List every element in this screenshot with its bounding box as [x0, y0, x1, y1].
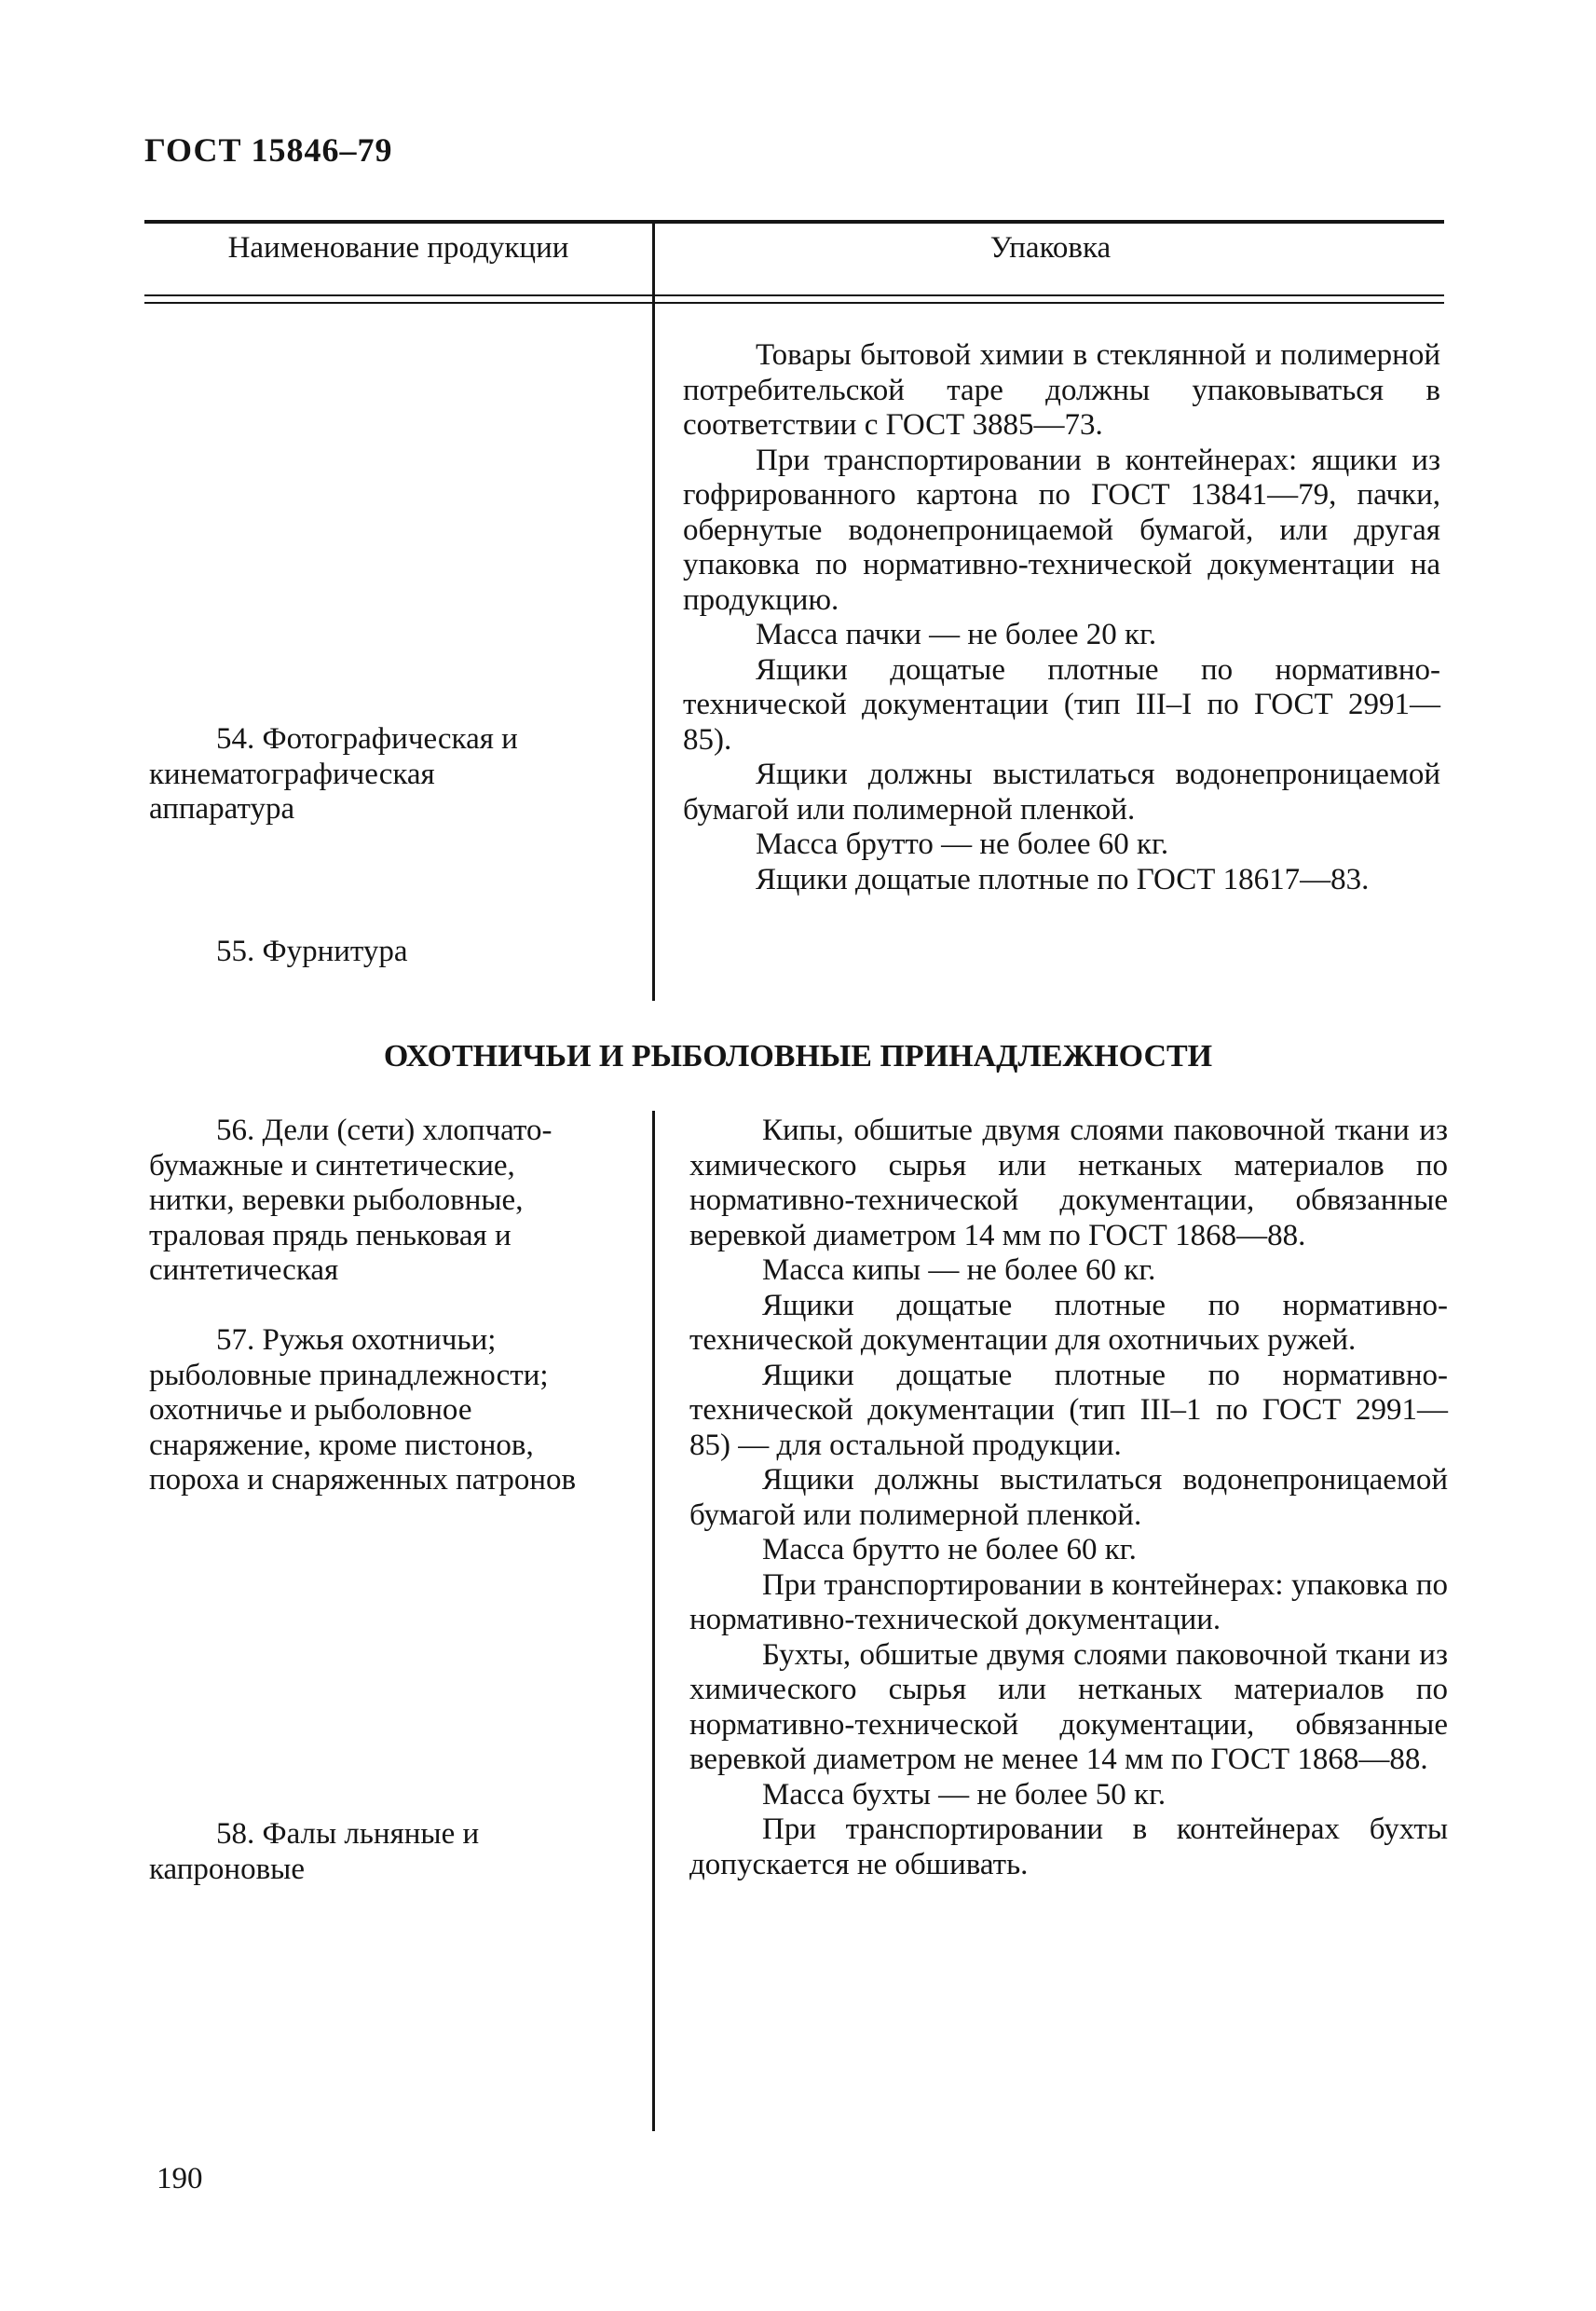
header-divider-rule-1 [144, 294, 1444, 296]
header-divider-rule-2 [144, 302, 1444, 304]
section-heading: ОХОТНИЧЬИ И РЫБОЛОВНЫЕ ПРИНАДЛЕЖНОСТИ [383, 1039, 1213, 1073]
packing-paragraph: При транспортировании в контейнерах: ящики из гофрированного картона по ГОСТ 13841—79, пачки, обернутые водонепроницаемой бумагой, или другая упаковка по нормативно-технической документации на продукцию. [683, 443, 1440, 617]
upper-column-divider [652, 220, 655, 1001]
packing-paragraph: Ящики дощатые плотные по нормативно-технической документации (тип III–I по ГОСТ 2991—85). [683, 652, 1440, 757]
table-top-rule [144, 220, 1444, 224]
packing-paragraph: Ящики дощатые плотные по нормативно-технической документации для охотничьих ружей. [689, 1288, 1448, 1357]
lower-packing-cell [689, 1114, 1448, 1882]
packing-paragraph: Товары бытовой химии в стеклянной и полимерной потребительской таре должны упаковываться в соответствии с ГОСТ 3885—73. [683, 338, 1440, 442]
packing-paragraph: Масса брутто не более 60 кг. [762, 1533, 1137, 1566]
packing-paragraph: Масса бухты — не более 50 кг. [762, 1777, 1166, 1812]
packing-paragraph: Ящики дощатые плотные по ГОСТ 18617—83. [756, 862, 1370, 896]
packing-paragraph: При транспортировании в контейнерах: упаковка по нормативно-технической документации. [689, 1567, 1448, 1636]
packing-paragraph: Ящики должны выстилаться водонепроницаемой бумагой или полимерной пленкой. [689, 1463, 1448, 1532]
product-item-55: 55. Фурнитура [216, 935, 408, 968]
product-item-57: 57. Ружья охотничьи; рыболовные принадлежности; охотничье и рыболовное снаряжение, кроме пистонов, пороха и снаряженных патронов [149, 1323, 577, 1497]
packing-paragraph: Бухты, обшитые двумя слоями паковочной ткани из химического сырья или нетканых материалов по нормативно-технической документации, обвязанные веревкой диаметром не менее 14 мм по ГОСТ 1868—88. [689, 1637, 1448, 1776]
page-number: 190 [157, 2162, 203, 2195]
packing-paragraph: Масса кипы — не более 60 кг. [762, 1253, 1156, 1287]
packing-paragraph: Масса брутто — не более 60 кг. [756, 827, 1169, 861]
packing-paragraph: Ящики должны выстилаться водонепроницаемой бумагой или полимерной пленкой. [683, 758, 1440, 827]
product-item-58: 58. Фалы льняные и капроновые [149, 1817, 480, 1886]
packing-paragraph: Ящики дощатые плотные по нормативно-технической документации (тип III–1 по ГОСТ 2991—85) — для остальной продукции. [689, 1358, 1448, 1462]
column-header-product-name: Наименование продукции [227, 231, 569, 265]
lower-column-divider [652, 1111, 655, 2131]
product-item-54: 54. Фотографическая и кинематографическая аппаратура [149, 722, 518, 826]
upper-packing-cell [683, 338, 1440, 897]
packing-paragraph: Масса пачки — не более 20 кг. [756, 618, 1157, 651]
product-item-56: 56. Дели (сети) хлопчато-бумажные и синтетические, нитки, веревки рыболовные, траловая прядь пеньковая и синтетическая [149, 1114, 552, 1287]
packing-paragraph: При транспортировании в контейнерах бухты допускается не обшивать. [689, 1812, 1448, 1881]
document-code: ГОСТ 15846–79 [144, 131, 393, 169]
column-header-packing: Упаковка [989, 231, 1112, 265]
packing-paragraph: Кипы, обшитые двумя слоями паковочной ткани из химического сырья или нетканых материалов по нормативно-технической документации, обвязанные веревкой диаметром 14 мм по ГОСТ 1868—88. [689, 1114, 1448, 1252]
